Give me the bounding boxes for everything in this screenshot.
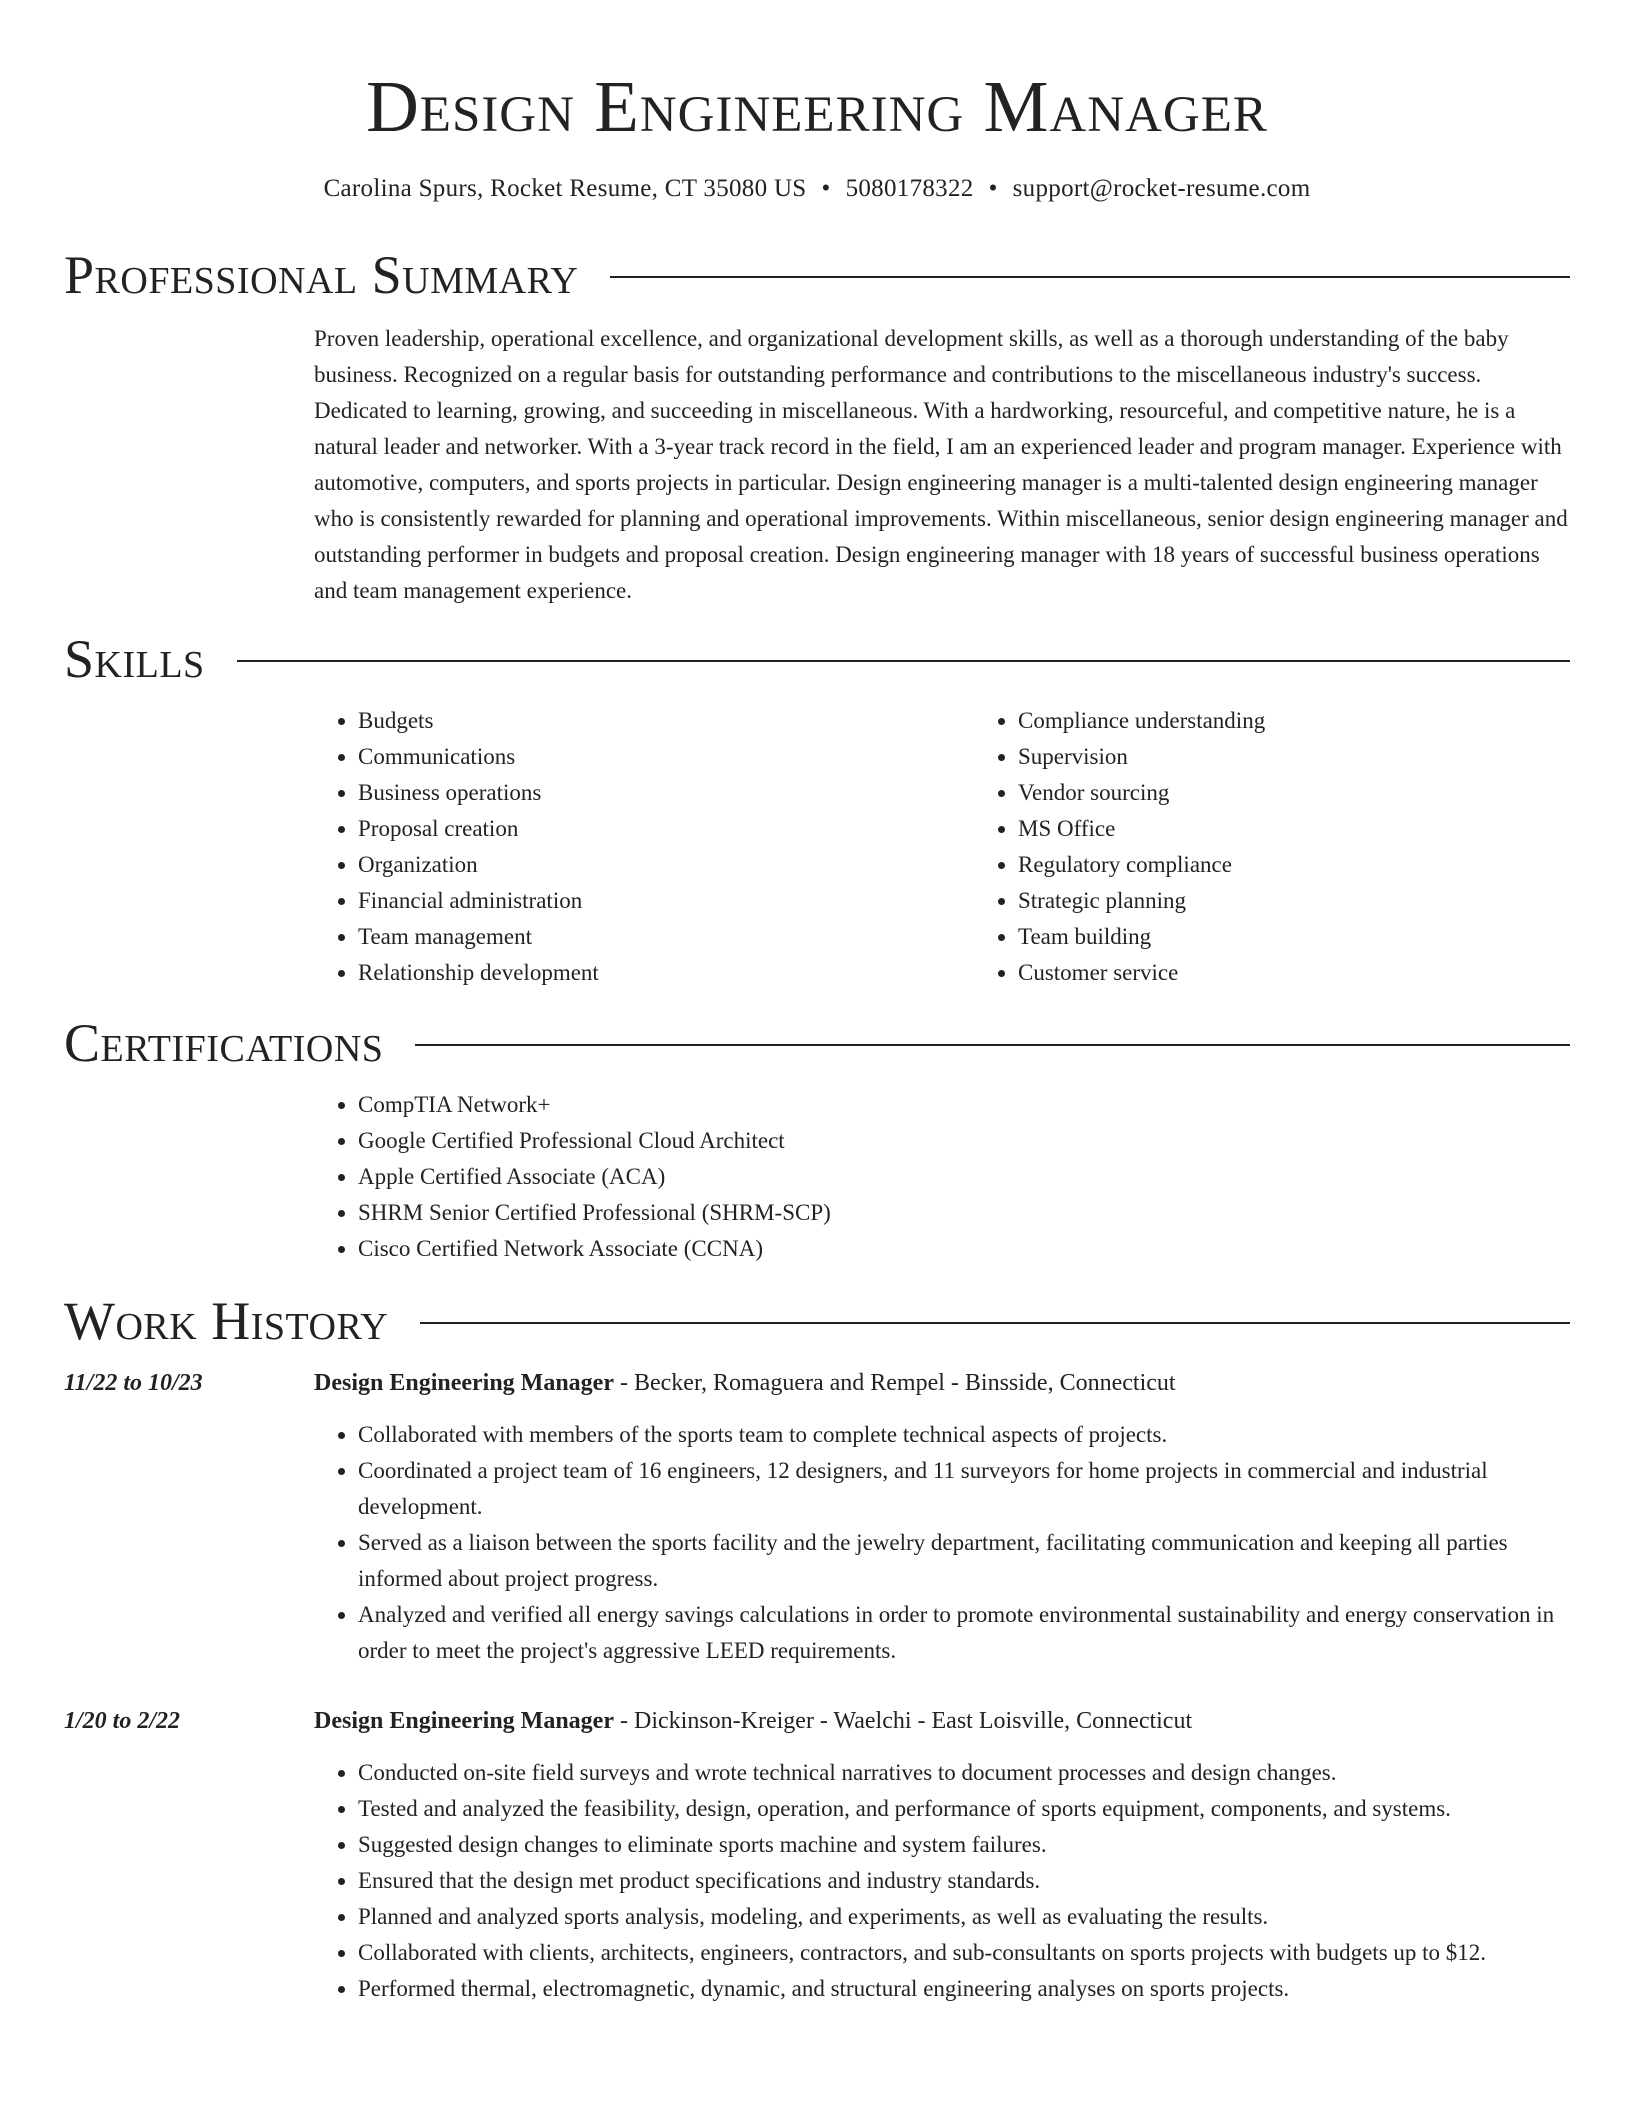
summary-body [314, 321, 1570, 609]
contact-phone: 5080178322 [845, 175, 974, 202]
job-bullet: • Analyzed and verified all energy savings calculations in order to promote environmental sustainability and energy conservation in order to meet the project's aggressive LEED requirements. [358, 1597, 1570, 1669]
job-bullet: • Ensured that the design met product specifications and industry standards. [358, 1863, 1570, 1899]
skill-item: • Relationship development [358, 955, 974, 991]
certifications-heading: Certifications [64, 1013, 384, 1073]
job-dates: 1/20 to 2/22 [64, 1708, 181, 1734]
contact-line [64, 172, 1570, 206]
job-bullet: • Coordinated a project team of 16 engineers, 12 designers, and 11 surveyors for home projects in commercial and industrial development. [358, 1453, 1570, 1525]
skill-item: • Business operations [358, 775, 974, 811]
work-section-header [64, 1289, 1570, 1353]
skills-body [314, 703, 1570, 991]
job-dates: 11/22 to 10/23 [64, 1370, 203, 1396]
skill-item: • Financial administration [358, 883, 974, 919]
certification-item: • Apple Certified Associate (ACA) [358, 1159, 1570, 1195]
resume-title: Design Engineering Manager [366, 66, 1268, 147]
skill-item: • Communications [358, 739, 974, 775]
contact-separator: • [988, 175, 998, 202]
section-divider [237, 660, 1570, 662]
job-entry [64, 1703, 1570, 2007]
skill-item: • Compliance understanding [1018, 703, 1632, 739]
skill-item: • Budgets [358, 703, 974, 739]
job-company: - Becker, Romaguera and Rempel - Binsside, Connecticut [614, 1370, 1176, 1396]
job-bullet: • Suggested design changes to eliminate sports machine and system failures. [358, 1827, 1570, 1863]
job-bullet-list [314, 1417, 1570, 1669]
contact-email: support@rocket-resume.com [1012, 175, 1311, 202]
certifications-body [314, 1087, 1570, 1267]
job-bullet: • Collaborated with members of the sports team to complete technical aspects of projects. [358, 1417, 1570, 1453]
job-bullet: • Collaborated with clients, architects, engineers, contractors, and sub-consultants on sports projects with budgets up to $12. [358, 1935, 1570, 1971]
certification-item: • Cisco Certified Network Associate (CCNA) [358, 1231, 1570, 1267]
certification-item: • CompTIA Network+ [358, 1087, 1570, 1123]
skill-item: • Vendor sourcing [1018, 775, 1632, 811]
skills-heading: Skills [64, 629, 205, 689]
certification-item: • Google Certified Professional Cloud Architect [358, 1123, 1570, 1159]
contact-separator: • [821, 175, 831, 202]
job-role: Design Engineering Manager [314, 1370, 614, 1396]
job-bullet-list [314, 1755, 1570, 2007]
job-header [64, 1703, 1570, 1739]
skill-item: • Regulatory compliance [1018, 847, 1632, 883]
job-bullet: • Planned and analyzed sports analysis, modeling, and experiments, as well as evaluating the results. [358, 1899, 1570, 1935]
summary-text: Proven leadership, operational excellence, and organizational development skills, as well as a thorough understanding of the baby business. Recognized on a regular basis for outstanding performance and contributions to the miscellaneous industry's success. Dedicated to learning, growing, and succeeding in miscellaneous. With a hardworking, resourceful, and competitive nature, he is a natural leader and networker. With a 3-year track record in the field, I am an experienced leader and program manager. Experience with automotive, computers, and sports projects in particular. Design engineering manager is a multi-talented design engineering manager who is consistently rewarded for planning and operational improvements. Within miscellaneous, senior design engineering manager and outstanding performer in budgets and proposal creation. Design engineering manager with 18 years of successful business operations and team management experience. [314, 326, 1568, 603]
job-bullet: • Tested and analyzed the feasibility, design, operation, and performance of sports equipment, components, and systems. [358, 1791, 1570, 1827]
job-title-line [314, 1703, 1192, 1739]
certification-item: • SHRM Senior Certified Professional (SHRM-SCP) [358, 1195, 1570, 1231]
work-heading: Work History [64, 1291, 389, 1351]
summary-heading: Professional Summary [64, 245, 579, 305]
job-bullet: • Served as a liaison between the sports facility and the jewelry department, facilitating communication and keeping all parties informed about project progress. [358, 1525, 1570, 1597]
skill-item: • Customer service [1018, 955, 1632, 991]
skill-item: • Strategic planning [1018, 883, 1632, 919]
job-title-line [314, 1365, 1176, 1401]
section-divider [610, 276, 1570, 278]
skills-list-right [974, 703, 1632, 991]
job-entry [64, 1365, 1570, 1669]
certifications-section-header [64, 1011, 1570, 1075]
section-divider [415, 1044, 1570, 1046]
certifications-list [314, 1087, 1570, 1267]
skill-item: • Organization [358, 847, 974, 883]
resume-page [64, 0, 1570, 2007]
skill-item: • Supervision [1018, 739, 1632, 775]
skills-list-left [314, 703, 974, 991]
skills-section-header [64, 627, 1570, 691]
job-bullet: • Conducted on-site field surveys and wrote technical narratives to document processes and design changes. [358, 1755, 1570, 1791]
job-bullet: • Performed thermal, electromagnetic, dynamic, and structural engineering analyses on sports projects. [358, 1971, 1570, 2007]
skill-item: • MS Office [1018, 811, 1632, 847]
summary-section-header [64, 243, 1570, 307]
section-divider [420, 1322, 1570, 1324]
skill-item: • Team building [1018, 919, 1632, 955]
job-role: Design Engineering Manager [314, 1708, 614, 1734]
skills-columns [314, 703, 1570, 991]
job-header [64, 1365, 1570, 1401]
job-company: - Dickinson-Kreiger - Waelchi - East Loisville, Connecticut [614, 1708, 1193, 1734]
contact-address: Carolina Spurs, Rocket Resume, CT 35080 US [323, 175, 807, 202]
skill-item: • Proposal creation [358, 811, 974, 847]
skill-item: • Team management [358, 919, 974, 955]
